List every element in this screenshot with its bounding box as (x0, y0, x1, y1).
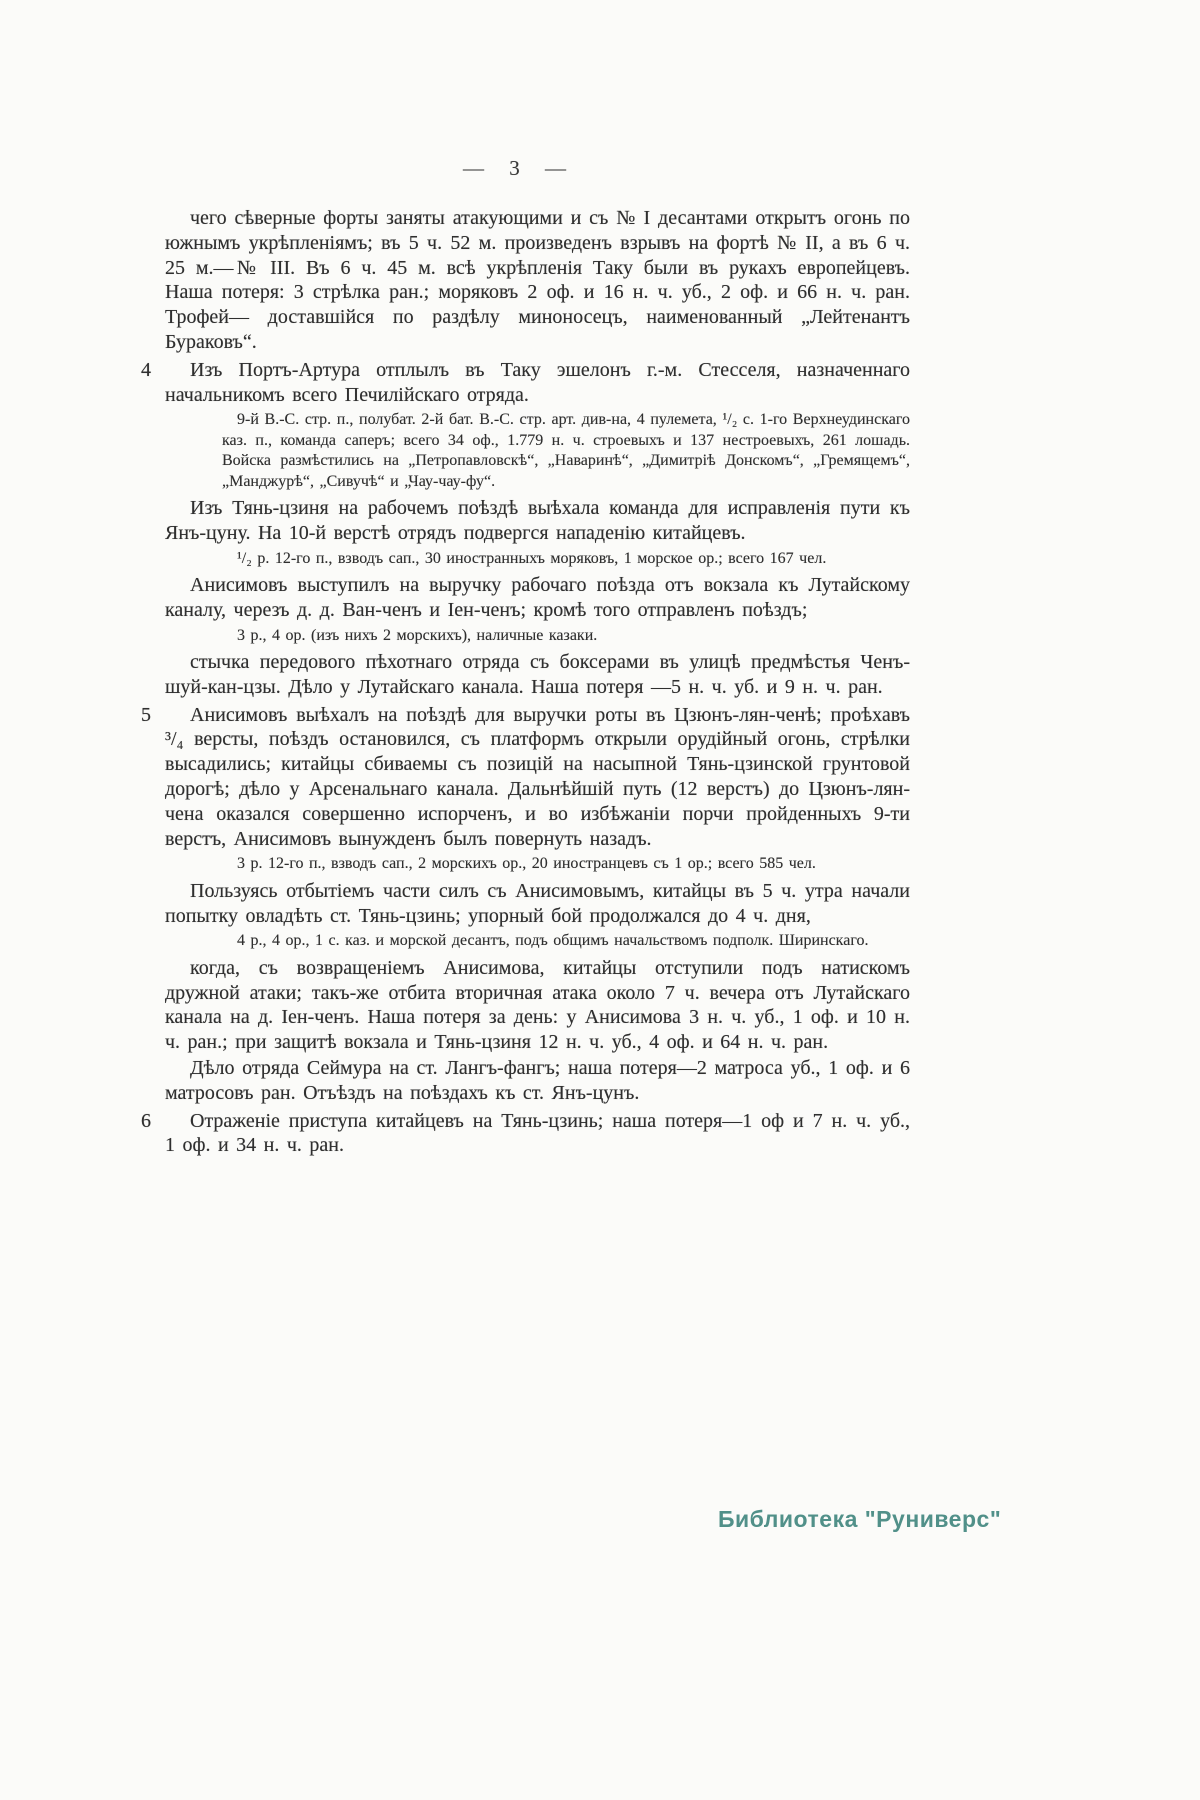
paragraph: Пользуясь отбытіемъ части силъ съ Анисимовымъ, китайцы въ 5 ч. утра начали попытку овладѣть ст. Тянь-цзинь; упорный бой продолжался до 4 ч. дня, (165, 879, 910, 927)
text-column (141, 206, 910, 1159)
small-print-paragraph: 9-й В.-С. стр. п., полубат. 2-й бат. В.-С. стр. арт. див-на, 4 пулемета, ¹/₂ с. 1-го Верхнеудинскаго каз. п., команда саперъ; всего 34 оф., 1.779 н. ч. строевыхъ и 137 нестроевыхъ, 261 лошадь. Войска размѣстились на „Петропавловскѣ“, „Наваринѣ“, „Димитріѣ Донскомъ“, „Гремящемъ“, „Манджурѣ“, „Сивучѣ“ и „Чау-чау-фу“. (222, 411, 910, 490)
paragraph: Анисимовъ выѣхалъ на поѣздѣ для выручки роты въ Цзюнъ-лян-ченѣ; проѣхавъ ³/₄ версты, поѣздъ остановился, съ платформъ открыли орудійный огонь, стрѣлки высадились; китайцы сбиваемы съ позицій на насыпной Тянь-цзинской грунтовой дорогѣ; дѣло у Арсенальнаго канала. Дальнѣйшій путь (12 верстъ) до Цзюнъ-лян-чена оказался совершенно испорченъ, и во избѣжаніи порчи пройденныхъ 9-ти верстъ, Анисимовъ вынужденъ былъ повернуть назадъ. (165, 703, 910, 850)
small-print-paragraph: ¹/₂ р. 12-го п., взводъ сап., 30 иностранныхъ моряковъ, 1 морское ор.; всего 167 чел. (237, 549, 827, 567)
numbered-entry (141, 358, 910, 408)
paragraph-block (165, 206, 910, 355)
paragraph: Изъ Тянь-цзиня на рабочемъ поѣздѣ выѣхала команда для исправленія пути къ Янъ-цуну. На 10-й верстѣ отрядъ подвергся нападенію китайцевъ. (165, 497, 910, 544)
paragraph-block (165, 650, 910, 700)
library-watermark: Библиотека "Руниверс" (718, 1506, 1002, 1532)
small-print-paragraph: 3 р., 4 ор. (изъ нихъ 2 морскихъ), наличные казаки. (237, 626, 598, 644)
paragraph: Дѣло отряда Сеймура на ст. Лангъ-фангъ; наша потеря—2 матроса уб., 1 оф. и 6 матросовъ ран. Отъѣздъ на поѣздахъ къ ст. Янъ-цунъ. (165, 1056, 910, 1104)
paragraph-block (165, 879, 910, 929)
numbered-entry (141, 1109, 910, 1159)
small-print-paragraph: 4 р., 4 ор., 1 с. каз. и морской десантъ, подъ общимъ начальствомъ подполк. Ширинскаго. (237, 932, 869, 950)
paragraph-block (165, 1056, 910, 1106)
paragraph: Отраженіе приступа китайцевъ на Тянь-цзинь; наша потеря—1 оф и 7 н. ч. уб., 1 оф. и 34 н. ч. ран. (165, 1109, 910, 1157)
paragraph-block (165, 496, 910, 546)
small-print-paragraph: 3 р. 12-го п., взводъ сап., 2 морскихъ ор., 20 иностранцевъ съ 1 ор.; всего 585 чел. (237, 855, 816, 873)
entry-number: 5 (141, 703, 151, 726)
paragraph: когда, съ возвращеніемъ Анисимова, китайцы отступили подъ натискомъ дружной атаки; такъ-же отбита вторичная атака около 7 ч. вечера отъ Лутайскаго канала на д. Іен-ченъ. Наша потеря за день: у Анисимова 3 н. ч. уб., 1 оф. и 10 н. ч. ран.; при защитѣ вокзала и Тянь-цзиня 12 н. ч. уб., 4 оф. и 64 н. ч. ран. (165, 956, 910, 1054)
paragraph: стычка передового пѣхотнаго отряда съ боксерами въ улицѣ предмѣстья Ченъ-шуй-кан-цзы. Дѣло у Лутайскаго канала. Наша потеря —5 н. ч. уб. и 9 н. ч. ран. (165, 651, 910, 698)
paragraph-block (165, 573, 910, 623)
paragraph: Анисимовъ выступилъ на выручку рабочаго поѣзда отъ вокзала къ Лутайскому каналу, черезъ д. д. Ван-ченъ и Іен-ченъ; кромѣ того отправленъ поѣздъ; (165, 574, 910, 621)
numbered-entry (141, 703, 910, 852)
entry-number: 4 (141, 358, 151, 381)
paragraph-block (165, 956, 910, 1055)
entry-number: 6 (141, 1109, 151, 1132)
paragraph: Изъ Портъ-Артура отплылъ въ Таку эшелонъ г.-м. Стесселя, назначеннаго начальникомъ всего Печилійскаго отряда. (165, 358, 910, 406)
page-number: — 3 — (463, 156, 567, 180)
paragraph: чего сѣверные форты заняты атакующими и съ № I десантами открытъ огонь по южнымъ укрѣпленіямъ; въ 5 ч. 52 м. произведенъ взрывъ на фортѣ № II, а въ 6 ч. 25 м.—№ III. Въ 6 ч. 45 м. всѣ укрѣпленія Таку были въ рукахъ европейцевъ. Наша потеря: 3 стрѣлка ран.; моряковъ 2 оф. и 16 н. ч. уб., 2 оф. и 66 н. ч. ран. Трофей— доставшійся по раздѣлу миноносецъ, наименованный „Лейтенантъ Бураковъ“. (165, 207, 910, 353)
